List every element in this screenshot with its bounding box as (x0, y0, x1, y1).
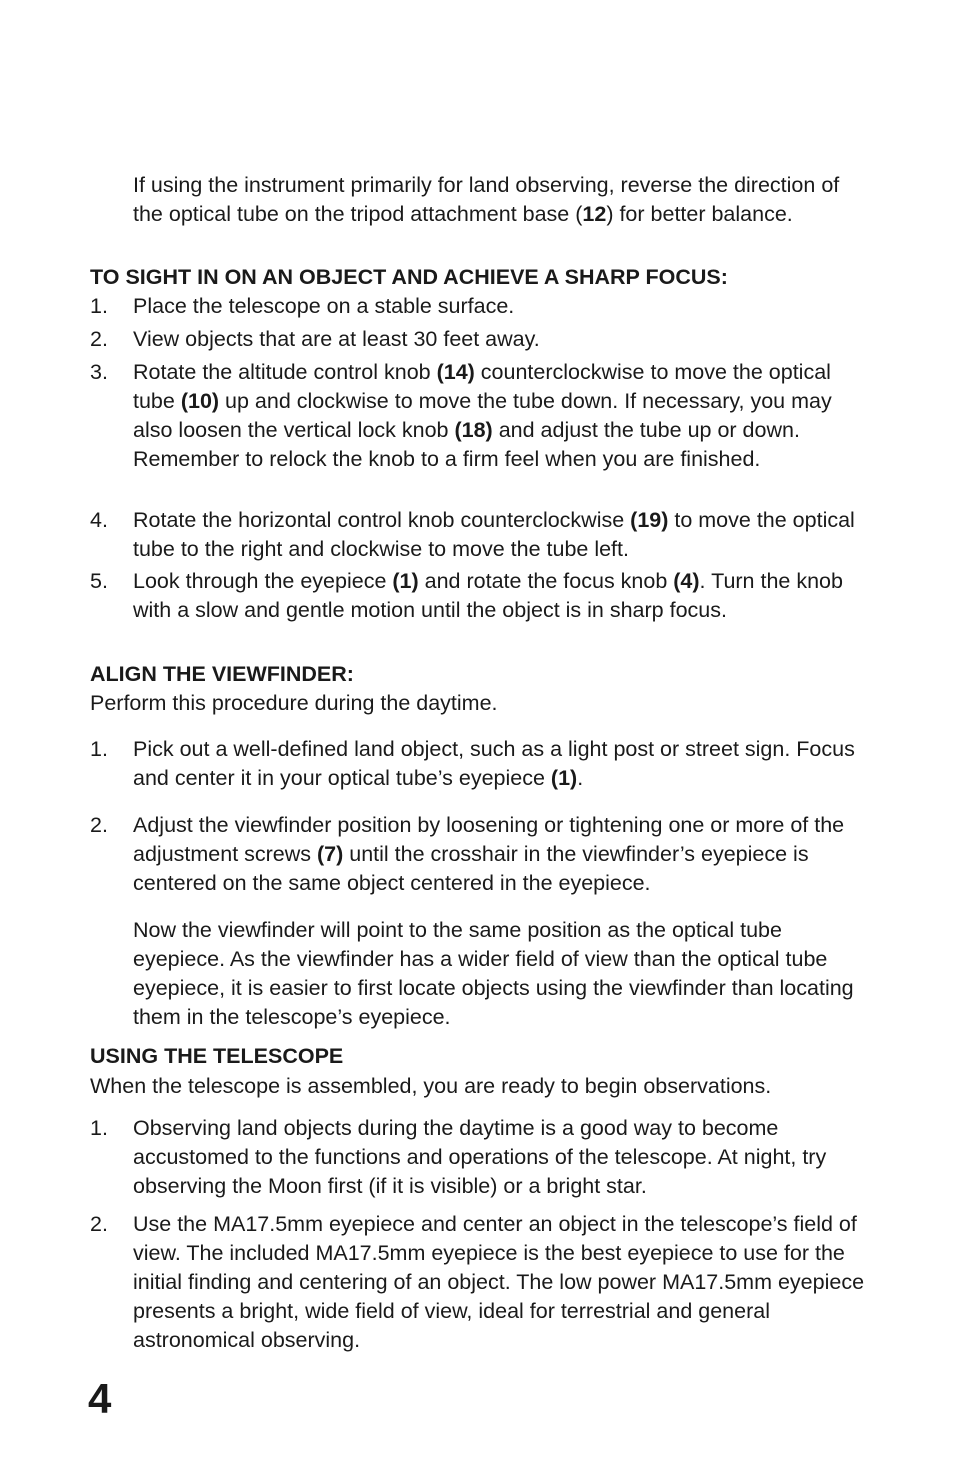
intro-paragraph: If using the instrument primarily for land observing, reverse the direction of the optical tube on the tripod attachment base (12) for better balance. (133, 173, 840, 226)
align-heading: ALIGN THE VIEWFINDER: (90, 662, 354, 686)
manual-page: If using the instrument primarily for land observing, reverse the direction of the optical tube on the tripod attachment base (12) for better balance. TO SIGHT IN ON AN OBJECT AND ACHIEVE A SHARP FOCUS: 1. Place the telescope on a stable surface. 2. View objects that are at least 30 feet away. 3. Rotate the altitude control knob (14) counterclockwise to move the optical tube (10) up and clockwise to move the tube down. If necessary, you may also loosen the vertical lock knob (18) and adjust the tube up or down. Remember to relock the knob to a firm feel when you are finished. 4. Rotate the horizontal control knob counterclockwise (19) to move the optical tube to the right and clockwise to move the tube left. 5. Look through the eyepiece (1) and rotate the focus knob (4). Turn the knob with a slow and gentle motion until the object is in sharp focus. ALIGN THE VIEWFINDER: Perform this procedure during the daytime. 1. Pick out a well-defined land object, such as a light post or street sign. Focus and center it in your optical tube’s eyepiece (1). 2. Adjust the viewfinder position by loosening or tightening one or more of the adjustment screws (7) until the crosshair in the viewfinder’s eyepiece is centered on the same object centered in the eyepiece. Now the viewfinder will point to the same position as the optical tube eyepiece. As the viewfinder has a wider field of view than the optical tube eyepiece, it is easier to first locate objects using the viewfinder than locating them in the telescope’s eyepiece. USING THE TELESCOPE When the telescope is assembled, you are ready to begin observations. 1. Observing land objects during the daytime is a good way to become accustomed to the functions and operations of the telescope. At night, try observing the Moon first (if it is visible) or a bright star. 2. Use the MA17.5mm eyepiece and center an object in the telescope’s field of view. The included MA17.5mm eyepiece is the best eyepiece to use for the initial finding and centering of an object. The low power MA17.5mm eyepiece presents a bright, wide field of view, ideal for terrestrial and general astronomical observing. 4 (0, 0, 954, 1475)
align-intro: Perform this procedure during the daytime. (90, 691, 498, 715)
using-intro: When the telescope is assembled, you are ready to begin observations. (90, 1074, 772, 1098)
using-heading: USING THE TELESCOPE (90, 1044, 344, 1068)
align-note: Now the viewfinder will point to the same position as the optical tube eyepiece. As the viewfinder has a wider field of view than the optical tube eyepiece, it is easier to first locate objects using the viewfinder than locating them in the telescope’s eyepiece. (133, 918, 854, 1029)
focus-heading: TO SIGHT IN ON AN OBJECT AND ACHIEVE A SHARP FOCUS: (90, 265, 728, 289)
page-number: 4 (88, 1375, 112, 1422)
